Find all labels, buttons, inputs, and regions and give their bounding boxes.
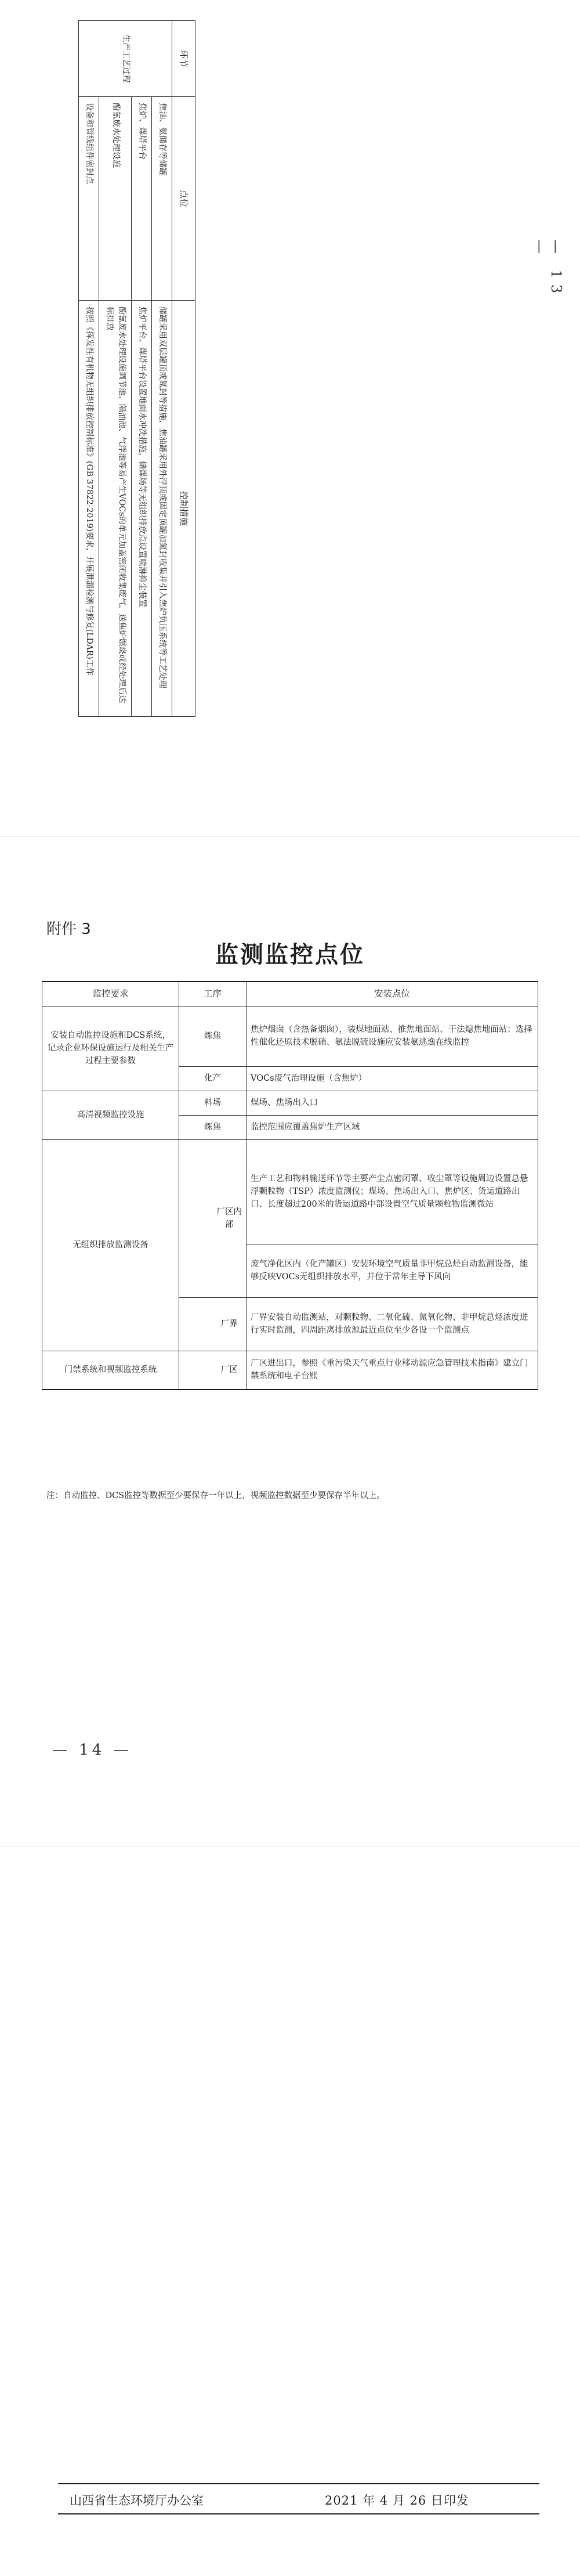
measure-cell: 焦炉平台、煤塔平台设置地面水冲洗措施，储煤场等无组织排放点设置喷淋抑尘装置 <box>132 301 152 717</box>
point-cell: 酚氰废水处理设施 <box>99 97 132 301</box>
table-header-row <box>42 982 538 1006</box>
process-cell: 厂区 <box>213 1351 246 1390</box>
table-row <box>99 21 132 717</box>
stage-cell: 生产工艺过程 <box>79 21 172 97</box>
header-process: 工序 <box>179 982 246 1006</box>
annex-label: 附件 3 <box>46 921 91 938</box>
monitoring-points-table <box>42 981 538 1390</box>
page-title: 监测监控点位 <box>215 941 365 968</box>
table-row <box>42 1006 538 1067</box>
process-spacer <box>179 1351 213 1390</box>
header-install-point: 安装点位 <box>246 982 538 1006</box>
rotated-control-table-container <box>21 20 195 717</box>
requirement-cell: 安装自动监控设施和DCS系统，记录企业环保设施运行及相关生产过程主要参数 <box>42 1006 179 1091</box>
table-row <box>152 21 172 717</box>
install-point-cell: VOCs废气治理设施（含焦炉） <box>246 1067 538 1091</box>
point-cell: 设备和管线组件密封点 <box>79 97 99 301</box>
install-point-cell: 监控范围应覆盖焦炉生产区域 <box>246 1116 538 1140</box>
table-row <box>42 1140 538 1244</box>
table-row <box>79 21 99 717</box>
requirement-cell: 门禁系统和视频监控系统 <box>42 1351 179 1390</box>
table-note: 注：自动监控、DCS监控等数据至少要保存一年以上，视频监控数据至少要保存半年以上。 <box>46 1491 385 1500</box>
install-point-cell: 生产工艺和物料输送环节等主要产尘点密闭罩、收尘罩等设施周边设置总悬浮颗粒物（TSP）浓度监测仪；煤场、焦场出入口、焦炉区、货运道路出口、长度超过200米的货运道路中部设置空气质量颗粒物监测微站 <box>246 1140 538 1244</box>
process-cell: 厂界 <box>213 1298 246 1351</box>
measure-cell: 储罐采用双层罐顶或氮封等措施，焦油罐采用外浮顶或固定顶罐加氮封收集并引入焦炉负压系统等工艺处理 <box>152 301 172 717</box>
process-cell: 炼焦 <box>179 1116 246 1140</box>
install-point-cell: 废气净化区内（化产罐区）安装环境空气质量非甲烷总烃自动监测设备，能够反映VOCs无组织排放水平，并位于常年主导下风向 <box>246 1244 538 1298</box>
page-number-14: — 14 — <box>52 1741 132 1759</box>
requirement-cell: 高清视频监控设施 <box>42 1091 179 1140</box>
install-point-cell: 煤场、焦场出入口 <box>246 1091 538 1116</box>
process-cell: 料场 <box>179 1091 246 1116</box>
measure-cell: 按照《挥发性有机物无组织排放控制标准》(GB 37822-2019)要求，开展泄漏检测与修复(LDAR)工作 <box>79 301 99 717</box>
process-spacer <box>179 1298 213 1351</box>
process-cell: 厂区内部 <box>213 1140 246 1298</box>
point-cell: 焦炉、煤塔平台 <box>132 97 152 301</box>
requirement-cell: 无组织排放监测设备 <box>42 1140 179 1351</box>
table-header-row <box>172 21 195 717</box>
issue-date: 2021 年 4 月 26 日印发 <box>325 2494 469 2508</box>
header-measure: 控制措施 <box>172 301 195 717</box>
footer-bottom-rule <box>58 2513 539 2514</box>
process-spacer <box>179 1140 213 1298</box>
install-point-cell: 厂区进出口，参照《重污染天气重点行业移动源应急管理技术指南》建立门禁系统和电子台账 <box>246 1351 538 1390</box>
install-point-cell: 厂界安装自动监测站，对颗粒物、二氧化硫、氮氧化物、非甲烷总烃浓度进行实时监测，四周距离排放源最近点位至少各设一个监测点 <box>246 1298 538 1351</box>
process-cell: 炼焦 <box>179 1006 246 1067</box>
header-stage: 环节 <box>172 21 195 97</box>
footer-top-rule <box>58 2483 539 2484</box>
table-row <box>42 1351 538 1390</box>
control-measures-table <box>78 20 195 717</box>
issuing-office: 山西省生态环境厅办公室 <box>70 2494 204 2508</box>
header-point: 点位 <box>172 97 195 301</box>
install-point-cell: 焦炉烟囱（含热备烟囱），装煤地面站、推焦地面站、干法熄焦地面站；选择性催化还原技术脱硝、氨法脱硫设施应安装氨逃逸在线监控 <box>246 1006 538 1067</box>
table-row <box>42 1091 538 1116</box>
header-requirement: 监控要求 <box>42 982 179 1006</box>
table-row <box>132 21 152 717</box>
point-cell: 焦油、氨储存等储罐 <box>152 97 172 301</box>
measure-cell: 酚氰废水处理设施调节池、隔油池、气浮池等易产生VOCs的单元加盖密闭收集废气，送焦炉燃烧或经处理后达标排放 <box>99 301 132 717</box>
page-number-13: — 13 — <box>532 240 564 300</box>
process-cell: 化产 <box>179 1067 246 1091</box>
